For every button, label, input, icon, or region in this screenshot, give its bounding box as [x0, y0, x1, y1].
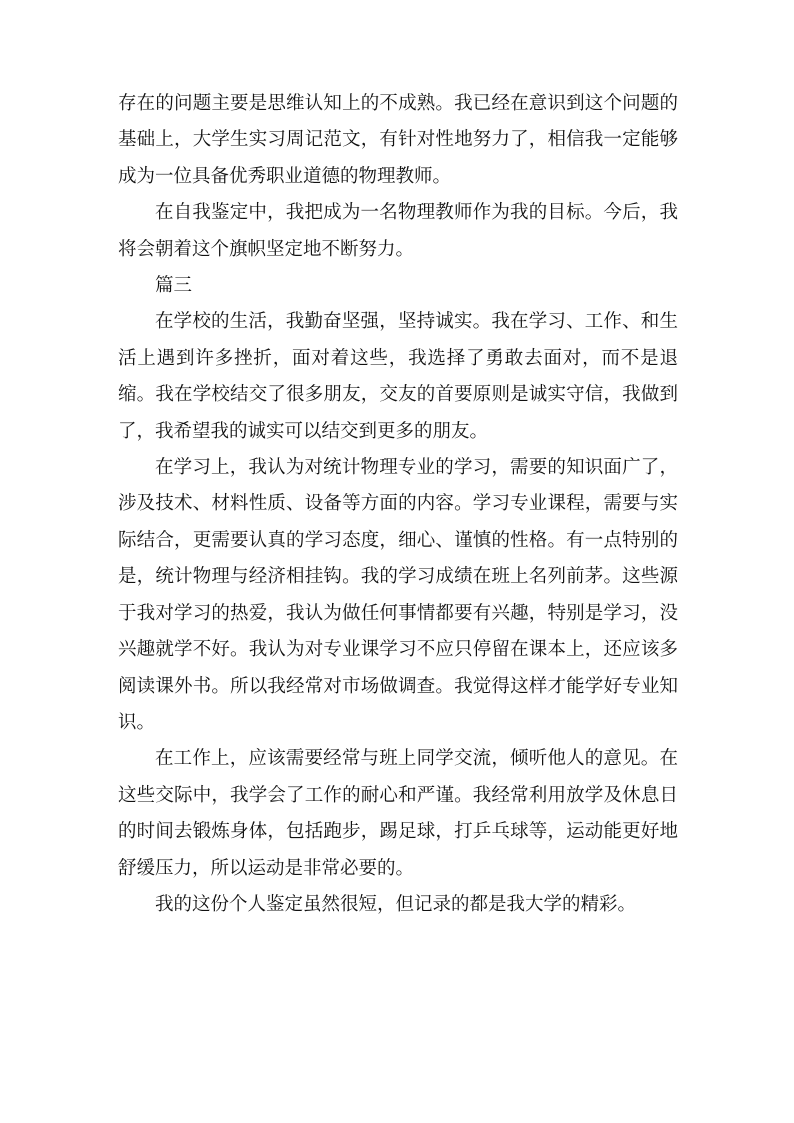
paragraph-study: 在学习上，我认为对统计物理专业的学习，需要的知识面广了，涉及技术、材料性质、设备等方面的内容。学习专业课程，需要与实际结合，更需要认真的学习态度，细心、谨慎的性格。有一点特别的是，统计物理与经济相挂钩。我的学习成绩在班上名列前茅。这些源于我对学习的热爱，我认为做任何事情都要有兴趣，特别是学习，没兴趣就学不好。我认为对专业课学习不应只停留在课本上，还应该多阅读课外书。所以我经常对市场做调查。我觉得这样才能学好专业知识。	[118, 457, 678, 733]
section-heading: 篇三	[155, 275, 193, 297]
paragraph-work: 在工作上，应该需要经常与班上同学交流，倾听他人的意见。在这些交际中，我学会了工作的耐心和严谨。我经常利用放学及休息日的时间去锻炼身体，包括跑步，踢足球，打乒乓球等，运动能更好地舒缓压力，所以运动是非常必要的。	[118, 748, 678, 879]
paragraph-continuation: 存在的问题主要是思维认知上的不成熟。我已经在意识到这个问题的基础上，大学生实习周记范文，有针对性地努力了，相信我一定能够成为一位具备优秀职业道德的物理教师。	[118, 93, 678, 187]
paragraph-self-assessment-goal: 在自我鉴定中，我把成为一名物理教师作为我的目标。今后，我将会朝着这个旗帜坚定地不断努力。	[118, 202, 678, 260]
paragraph-school-life: 在学校的生活，我勤奋坚强，坚持诚实。我在学习、工作、和生活上遇到许多挫折，面对着这些，我选择了勇敢去面对，而不是退缩。我在学校结交了很多朋友，交友的首要原则是诚实守信，我做到了，我希望我的诚实可以结交到更多的朋友。	[118, 311, 678, 442]
document-body	[118, 86, 678, 923]
paragraph-conclusion: 我的这份个人鉴定虽然很短，但记录的都是我大学的精彩。	[155, 893, 637, 915]
